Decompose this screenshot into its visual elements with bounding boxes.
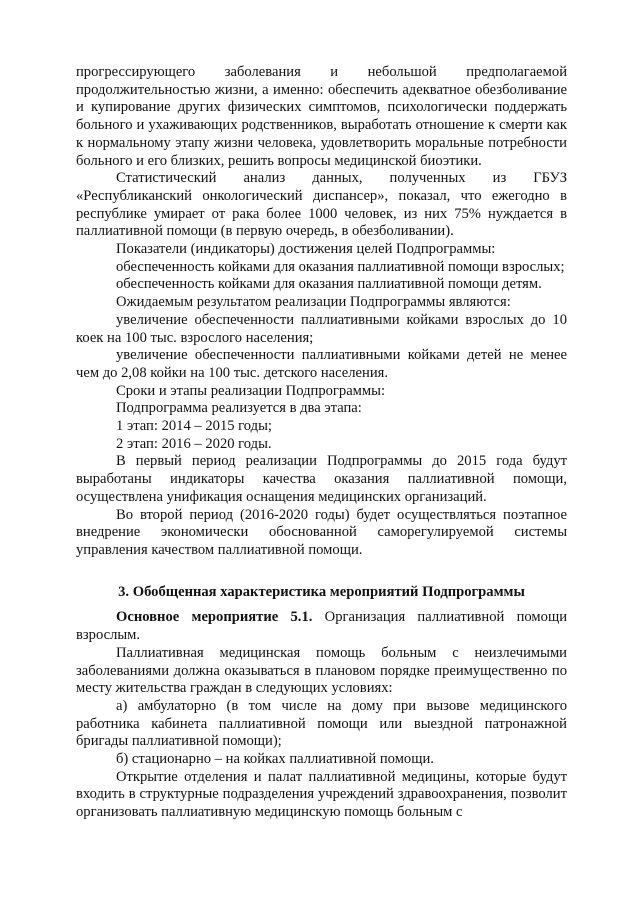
document-page [76,64,567,822]
paragraph: прогрессирующего заболевания и небольшой предполагаемой продолжительностью жизни, а именно: обеспечить адекватное обезболивание и купирование других физических симптомов, психологически поддержать больного и ухаживающих родственников, выработать отношение к смерти как к нормальному этапу жизни человека, удовлетворить моральные потребности больного и его близких, решить вопросы медицинской биоэтики. [76,64,567,169]
paragraph: 1 этап: 2014 – 2015 годы; [116,418,272,435]
paragraph: а) амбулаторно (в том числе на дому при вызове медицинского работника кабинета паллиативной помощи или выездной патронажной бригады паллиативной помощи); [76,697,567,750]
paragraph: Показатели (индикаторы) достижения целей Подпрограммы: [116,241,496,258]
paragraph: обеспеченность койками для оказания паллиативной помощи взрослых; [116,258,565,275]
paragraph: В первый период реализации Подпрограммы до 2015 года будут выработаны индикаторы качества оказания паллиативной помощи, осуществлена унификация оснащения медицинских организаций. [76,453,567,505]
paragraph: Во второй период (2016-2020 годы) будет осуществляться поэтапное внедрение экономически обоснованной саморегулируемой системы управления качеством паллиативной помощи. [76,506,567,558]
paragraph: б) стационарно – на койках паллиативной помощи. [116,751,434,768]
paragraph: 2 этап: 2016 – 2020 годы. [116,435,272,452]
paragraph: Паллиативная медицинская помощь больным с неизлечимыми заболеваниями должна оказываться в плановом порядке преимущественно по месту жительства граждан в следующих условиях: [76,644,567,697]
paragraph: Статистический анализ данных, полученных из ГБУЗ «Республиканский онкологический диспансер», показал, что ежегодно в республике умирает от рака более 1000 человек, из них 75% нуждается в паллиативной помощи (в первую очередь, в обезболивании). [76,170,567,240]
paragraph: Открытие отделения и палат паллиативной медицины, которые будут входить в структурные подразделения учреждений здравоохранения, позволит организовать паллиативную медицинскую помощь больным с [76,768,567,821]
paragraph: увеличение обеспеченности паллиативными койками детей не менее чем до 2,08 койки на 100 тыс. детского населения. [76,347,567,381]
paragraph: Ожидаемым результатом реализации Подпрограммы являются: [116,294,511,311]
paragraph: увеличение обеспеченности паллиативными койками взрослых до 10 коек на 100 тыс. взрослого населения; [76,311,567,346]
paragraph: Подпрограмма реализуется в два этапа: [116,400,362,417]
section-heading: 3. Обобщенная характеристика мероприятий Подпрограммы [118,583,525,600]
main-event-text: Организация паллиативной помощи взрослым. [76,609,567,644]
paragraph: Сроки и этапы реализации Подпрограммы: [116,382,386,399]
main-event-paragraph [76,609,567,644]
main-event-label: Основное мероприятие 5.1. [116,609,313,626]
paragraph: обеспеченность койками для оказания паллиативной помощи детям. [116,276,542,293]
